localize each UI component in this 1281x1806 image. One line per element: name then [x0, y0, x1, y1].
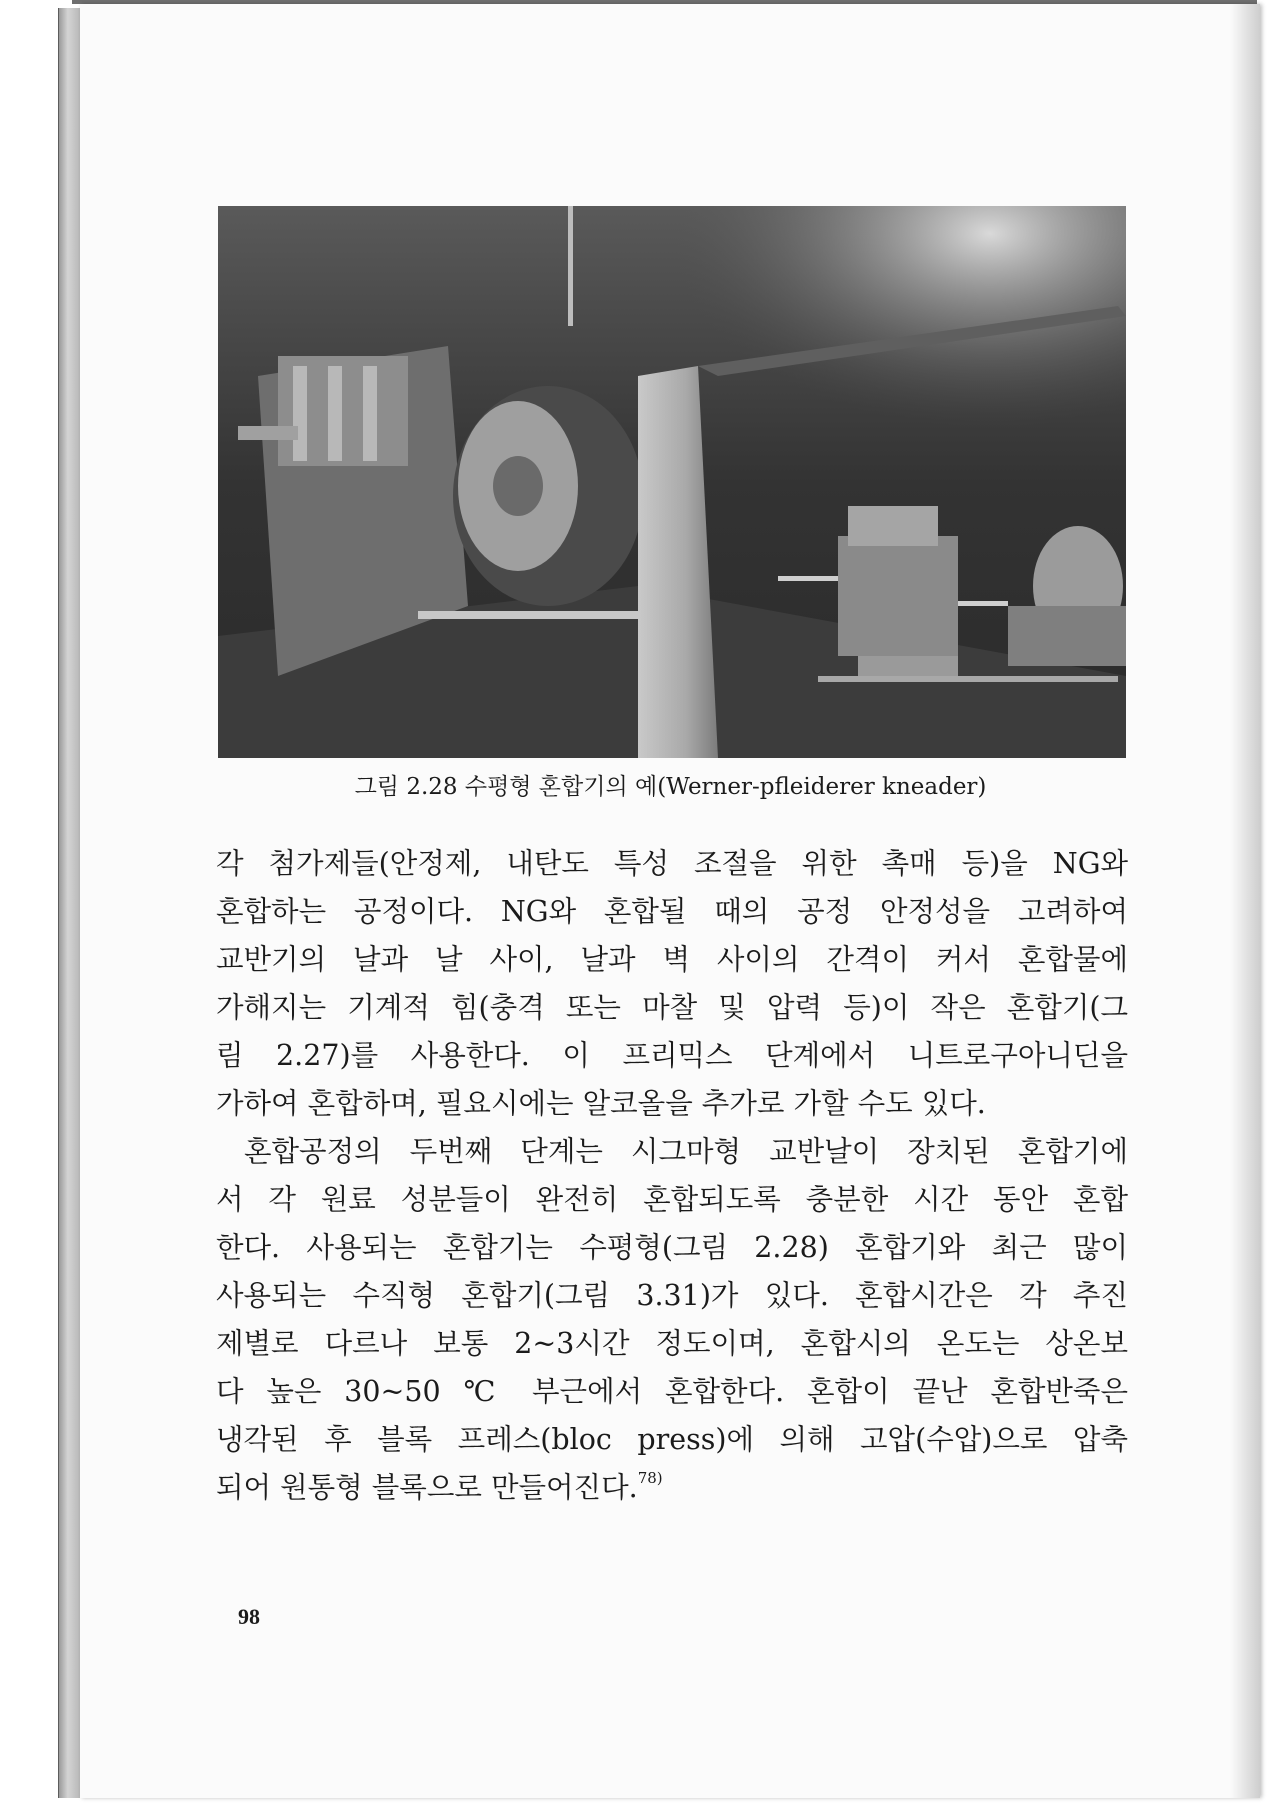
page-curl-shadow — [1230, 4, 1260, 1798]
text-line: 가하여 혼합하며, 필요시에는 알코올을 추가로 가할 수도 있다. — [216, 1087, 986, 1120]
book-page — [80, 4, 1260, 1798]
text-line-content: 되어 원통형 블록으로 만들어진다. — [216, 1471, 638, 1504]
body-text — [216, 840, 1128, 1512]
text-line: 다 높은 30~50 ℃ 부근에서 혼합한다. 혼합이 끝난 혼합반죽은 — [216, 1375, 1128, 1408]
text-line-final — [216, 1464, 1128, 1512]
book-spine-edge — [58, 8, 82, 1798]
text-line: 혼합공정의 두번째 단계는 시그마형 교반날이 장치된 혼합기에 — [244, 1135, 1128, 1168]
footnote-reference: 78) — [637, 1469, 663, 1487]
kneader-photo — [218, 206, 1126, 758]
text-line: 혼합하는 공정이다. NG와 혼합될 때의 공정 안정성을 고려하여 — [216, 895, 1128, 928]
text-line: 서 각 원료 성분들이 완전히 혼합되도록 충분한 시간 동안 혼합 — [216, 1183, 1128, 1216]
figure-caption: 그림 2.28 수평형 혼합기의 예(Werner-pfleiderer kneader) — [354, 774, 987, 800]
text-line: 제별로 다르나 보통 2~3시간 정도이며, 혼합시의 온도는 상온보 — [216, 1327, 1128, 1360]
text-line: 사용되는 수직형 혼합기(그림 3.31)가 있다. 혼합시간은 각 추진 — [216, 1279, 1128, 1312]
text-line: 한다. 사용되는 혼합기는 수평형(그림 2.28) 혼합기와 최근 많이 — [216, 1231, 1128, 1264]
paragraph-2 — [216, 1128, 1128, 1512]
text-line: 가해지는 기계적 힘(충격 또는 마찰 및 압력 등)이 작은 혼합기(그 — [216, 991, 1128, 1024]
text-line: 냉각된 후 블록 프레스(bloc press)에 의해 고압(수압)으로 압축 — [216, 1423, 1128, 1456]
page-number: 98 — [238, 1604, 260, 1629]
text-line: 림 2.27)를 사용한다. 이 프리믹스 단계에서 니트로구아니딘을 — [216, 1039, 1128, 1072]
paragraph-1 — [216, 840, 1128, 1128]
text-line: 각 첨가제들(안정제, 내탄도 특성 조절을 위한 촉매 등)을 NG와 — [216, 847, 1128, 880]
text-line: 교반기의 날과 날 사이, 날과 벽 사이의 간격이 커서 혼합물에 — [216, 943, 1128, 976]
